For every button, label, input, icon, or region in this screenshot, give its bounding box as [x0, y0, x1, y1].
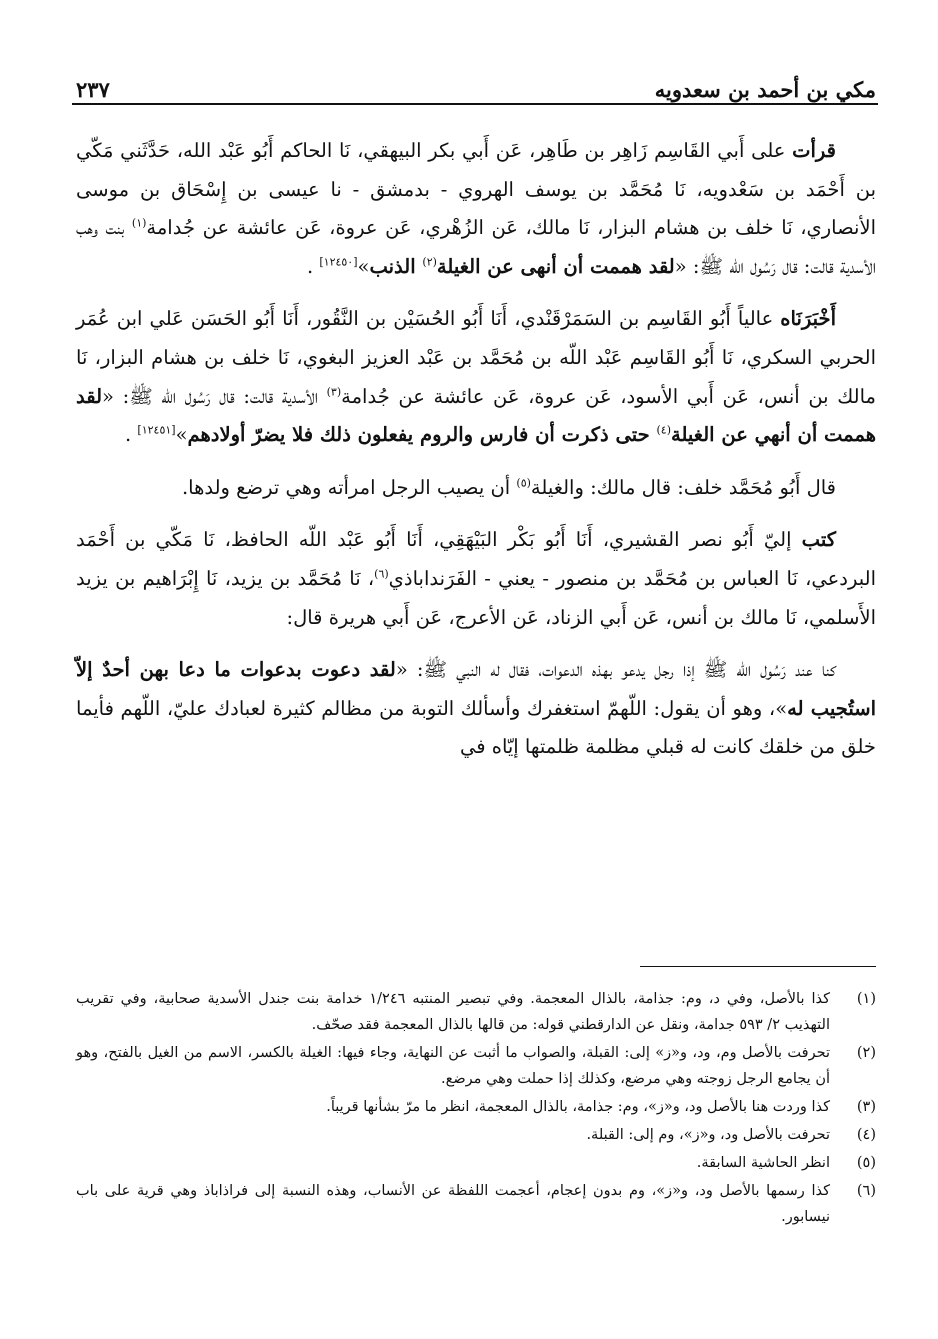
- para-text: إليّ أَبُو نصر القشيري، أَنَا أَبُو بَكْر البَيْهَقِي، أَنَا أَبُو عَبْد اللّه الحافظ، نَا مَكّي بن أَحْمَد البردعي، نَا العباس بن مُحَمَّد بن منصور - يعني - الفَرَنداباذي: [76, 528, 876, 590]
- footnote-item: [76, 1178, 876, 1230]
- footnote-ref: (١): [131, 216, 147, 230]
- para-text: عالياً أَبُو القَاسِم بن السَمَرْقَنْدي، أَنَا أَبُو الحُسَيْن بن النَّقُور، أَنَا أَبُو الحَسَن عَلي ابن عُمَر الحربي السكري، نَا أَبُو القَاسِم عَبْد اللّه بن مُحَمَّد بن عَبْد العزيز البغوي، نَا خلف بن هشام البزار، نَا مالك بن أنس، عَن أَبي الأسود، عَن عروة، عَن عائشة عن جُدامة: [76, 307, 877, 408]
- footnote-text: تحرفت بالأصل ود، و«ز»، وم إلى: القبلة.: [586, 1127, 830, 1143]
- footnote-ref: (٤): [656, 423, 671, 437]
- footnotes: [76, 986, 876, 1232]
- page-number: ٢٣٧: [76, 77, 110, 102]
- para-end: .: [306, 254, 314, 278]
- footnote-number: (٣): [856, 1099, 876, 1115]
- para-text: أن يصيب الرجل امرأته وهي ترضع ولدها.: [181, 475, 517, 499]
- footnote-ref: (٢): [422, 255, 437, 269]
- para-lead-word: أَخْبَرَنَاه: [780, 307, 836, 331]
- footnote-number: (٥): [856, 1155, 876, 1171]
- footnote-number: (٦): [856, 1183, 876, 1199]
- paragraph-1: [76, 132, 876, 286]
- para-lead-word: كتب: [801, 528, 836, 552]
- para-text: ، نَا مُحَمَّد بن يزيد، نَا إِبْرَاهيم بن يزيد الأَسلمي، نَا مالك بن أنس، عَن أَبي الزناد، عَن الأعرج، عَن أَبي هريرة قال:: [76, 566, 876, 629]
- paragraph-3: [76, 469, 876, 508]
- footnote-text: كذا رسمها بالأصل ود، و«ز»، وم بدون إعجام، أعجمت اللفظة عن الأنساب، وهذه النسبة إلى فراذاباذ وهي قرية على باب نيسابور.: [76, 1183, 830, 1225]
- hadith-number: [١٢٤٥٠]: [319, 255, 358, 269]
- footnote-text: انظر الحاشية السابقة.: [696, 1155, 830, 1171]
- header-rule: [72, 103, 878, 105]
- footnote-item: [76, 986, 876, 1038]
- para-text: كنا عند رَسُول الله ﷺ إذا رجل يدعو بهذه الدعوات، فقال له النبي ﷺ: «: [395, 658, 836, 682]
- page-header: [76, 58, 876, 102]
- footnote-ref: (٣): [326, 385, 342, 399]
- para-text: »: [175, 423, 188, 447]
- para-lead-word: قرأت: [792, 139, 836, 162]
- footnote-number: (٢): [856, 1045, 876, 1061]
- para-text: على أَبي القَاسِم زَاهِر بن طَاهِر، عَن أَبي بكر البيهقي، نَا الحاكم أَبُو عَبْد الله، حَدَّثَني مَكّي بن أَحْمَد بن سَعْدويه، نَا مُحَمَّد بن يوسف الهروي - بدمشق - نا عيسى بن إِسْحَاق بن موسى الأنصاري، نَا خلف بن هشام البزار، نَا مالك، عَن الزُهْري، عَن عروة، عَن عائشة عن جُدامة: [76, 139, 876, 240]
- hadith-text: لقد دعوت بدعوات ما دعا بهن أحدٌ إلاّ استُجيب له: [76, 658, 876, 720]
- footnote-item: [76, 1094, 876, 1120]
- footnote-ref: (٥): [516, 476, 531, 490]
- footnote-ref: (٦): [374, 567, 389, 581]
- paragraph-2: [76, 300, 876, 454]
- para-text: »: [357, 254, 370, 278]
- hadith-text: لقد هممت أن أنهي عن الغيلة: [76, 384, 876, 447]
- hadith-text: حتى ذكرت أن فارس والروم يفعلون ذلك فلا يضرّ أولادهم: [187, 423, 657, 447]
- footnote-item: [76, 1040, 876, 1092]
- para-text: الأسدية قالت: قال رَسُول الله ﷺ: «: [102, 384, 327, 408]
- para-end: .: [125, 423, 132, 447]
- para-text: قال أَبُو مُحَمَّد خلف: قال مالك: والغيلة: [530, 475, 836, 499]
- hadith-text: لقد هممت أن أنهى عن الغيلة: [436, 254, 675, 278]
- running-title: مكي بن أحمد بن سعدويه: [654, 77, 876, 102]
- para-text: بنت وهب الأسدية قالت: قال رَسُول الله ﷺ: «: [76, 216, 876, 278]
- hadith-text: الذنب: [369, 254, 423, 278]
- footnote-rule: [640, 966, 876, 967]
- footnote-item: [76, 1122, 876, 1148]
- paragraph-4: [76, 521, 876, 637]
- paragraph-5: [76, 651, 876, 767]
- main-text: [76, 132, 876, 781]
- footnote-number: (٤): [856, 1127, 876, 1143]
- footnote-number: (١): [856, 991, 876, 1007]
- footnote-text: كذا بالأصل، وفي د، وم: جذامة، بالذال المعجمة. وفي تبصير المنتبه ١/٢٤٦ خدامة بنت جندل الأسدية صحابية، وفي تقريب التهذيب ٢/ ٥٩٣ جدامة، ونقل عن الدارقطني قوله: من قالها بالذال المعجمة فقد صحّف.: [76, 991, 830, 1033]
- footnote-text: كذا وردت هنا بالأصل ود، و«ز»، وم: جذامة، بالذال المعجمة، انظر ما مرّ بشأنها قريباً.: [326, 1099, 830, 1115]
- hadith-number: [١٢٤٥١]: [137, 423, 176, 437]
- para-text: »، وهو أن يقول: اللّهمّ استغفرك وأسألك التوبة من مظالم كثيرة لعبادك عليّ، اللّهم فأيما خلق من خلقك كانت له قبلي مظلمة ظلمتها إيّاه في: [76, 696, 876, 759]
- footnote-text: تحرفت بالأصل وم، ود، و«ز» إلى: القبلة، والصواب ما أثبت عن النهاية، وجاء فيها: الغيلة بالكسر، الاسم من الغيل بالفتح، وهو أن يجامع الرجل زوجته وهي مرضع، وكذلك إذا حملت وهي مرضع.: [76, 1045, 830, 1087]
- footnote-item: [76, 1150, 876, 1176]
